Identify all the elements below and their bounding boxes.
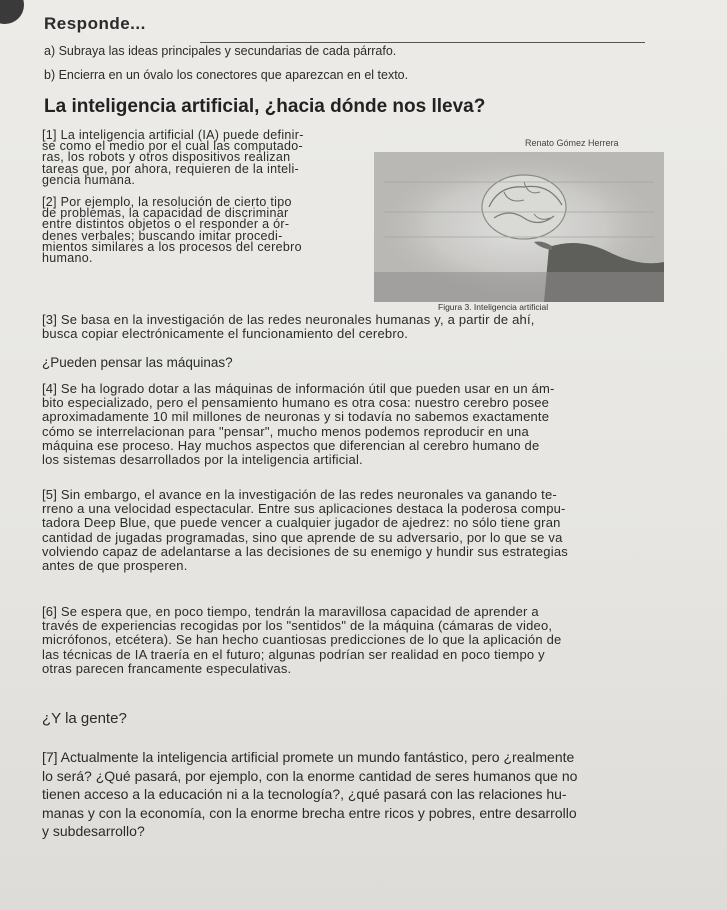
paragraph-line: máquina ese proceso. Hay muchos aspectos que diferencian al cerebro humano de bbox=[42, 437, 540, 453]
paragraph-line: bito especializado, pero el pensamiento humano es otra cosa: nuestro cerebro posee bbox=[42, 395, 550, 411]
paragraph-line: antes de que prosperen. bbox=[42, 558, 188, 574]
paragraph-1 bbox=[42, 130, 304, 186]
paragraph-line: manas y con la economía, con la enorme brecha entre ricos y pobres, entre desarrollo bbox=[42, 804, 577, 821]
paragraph-line: y subdesarrollo? bbox=[42, 823, 145, 839]
paragraph-6 bbox=[42, 605, 561, 676]
instruction-a: a) Subraya las ideas principales y secundarias de cada párrafo. bbox=[44, 44, 397, 58]
paragraph-7 bbox=[42, 748, 577, 841]
article-title: La inteligencia artificial, ¿hacia dónde nos lleva? bbox=[44, 96, 486, 117]
paragraph-line: través de experiencias recogidas por los "sentidos" de la máquina (cámaras de video, bbox=[42, 618, 553, 634]
paragraph-5 bbox=[42, 488, 568, 573]
paragraph-line: los sistemas desarrollados por la inteligencia artificial. bbox=[42, 452, 363, 468]
paragraph-line: entre distintos objetos o el responder a ór- bbox=[42, 217, 290, 232]
paragraph-line: tareas que, por ahora, requieren de la inteli- bbox=[42, 161, 300, 176]
paragraph-line: ras, los robots y otros dispositivos realizan bbox=[42, 150, 291, 165]
paragraph-line: [3] Se basa en la investigación de las redes neuronales humanas y, a partir de ahí, bbox=[42, 312, 535, 327]
paragraph-line: [4] Se ha logrado dotar a las máquinas de información útil que pueden usar en un ám- bbox=[42, 381, 555, 396]
paragraph-line: micrófonos, etcétera). Se han hecho cuantiosas predicciones de lo que la aplicación de bbox=[42, 632, 562, 648]
paragraph-line: [1] La inteligencia artificial (IA) puede definir- bbox=[42, 128, 304, 142]
page-corner-shadow bbox=[0, 0, 24, 24]
paragraph-line: tadora Deep Blue, que puede vencer a cualquier jugador de ajedrez: no sólo tiene gran bbox=[42, 515, 561, 531]
subheading-question-2: ¿Y la gente? bbox=[42, 710, 127, 727]
heading-underline bbox=[200, 42, 645, 43]
figure-caption: Figura 3. Inteligencia artificial bbox=[438, 302, 549, 312]
paragraph-line: se como el medio por el cual las computado- bbox=[42, 139, 303, 154]
paragraph-4 bbox=[42, 382, 555, 467]
paragraph-line: cantidad de jugadas programadas, sino que aprende de su adversario, por lo que se va bbox=[42, 529, 563, 545]
activity-heading: Responde... bbox=[44, 14, 146, 33]
paragraph-line: lo será? ¿Qué pasará, por ejemplo, con la enorme cantidad de seres humanos que no bbox=[42, 767, 578, 784]
paragraph-line: las técnicas de IA traería en el futuro; algunas podrían ser realidad en poco tiempo y bbox=[42, 646, 545, 662]
paragraph-line: aproximadamente 10 mil millones de neuronas y si todavía no sabemos exactamente bbox=[42, 409, 550, 425]
article-author: Renato Gómez Herrera bbox=[525, 138, 619, 148]
paragraph-line: tienen acceso a la educación ni a la tecnología?, ¿qué pasará con las relaciones hu- bbox=[42, 786, 567, 802]
ai-brain-figure bbox=[374, 152, 664, 302]
paragraph-line: volviendo capaz de adelantarse a las decisiones de su enemigo y hundir sus estrategias bbox=[42, 543, 568, 559]
paragraph-line: gencia humana. bbox=[42, 172, 136, 187]
brain-hand-illustration bbox=[374, 152, 664, 302]
instruction-b: b) Encierra en un óvalo los conectores que aparezcan en el texto. bbox=[44, 68, 409, 82]
paragraph-line: de problemas, la capacidad de discriminar bbox=[42, 206, 289, 221]
paragraph-line: [7] Actualmente la inteligencia artificial promete un mundo fantástico, pero ¿realmente bbox=[42, 749, 575, 765]
paragraph-line: otras parecen francamente especulativas. bbox=[42, 660, 292, 676]
paragraph-line: [6] Se espera que, en poco tiempo, tendrán la maravillosa capacidad de aprender a bbox=[42, 604, 539, 619]
paragraph-3 bbox=[42, 313, 535, 341]
paragraph-line: rreno a una velocidad espectacular. Entre sus aplicaciones destaca la poderosa compu- bbox=[42, 501, 566, 517]
paragraph-line: humano. bbox=[42, 251, 93, 266]
paragraph-line: denes verbales; buscando imitar procedi- bbox=[42, 228, 283, 243]
paragraph-2 bbox=[42, 197, 302, 264]
paragraph-line: busca copiar electrónicamente el funcionamiento del cerebro. bbox=[42, 326, 409, 342]
paragraph-line: [5] Sin embargo, el avance en la investigación de las redes neuronales va ganando te- bbox=[42, 487, 557, 502]
paragraph-line: cómo se interrelacionan para "pensar", mucho menos podemos reproducir en una bbox=[42, 423, 529, 439]
paragraph-line: [2] Por ejemplo, la resolución de cierto tipo bbox=[42, 195, 292, 209]
subheading-question-1: ¿Pueden pensar las máquinas? bbox=[42, 355, 233, 370]
paragraph-line: mientos similares a los procesos del cerebro bbox=[42, 239, 302, 254]
